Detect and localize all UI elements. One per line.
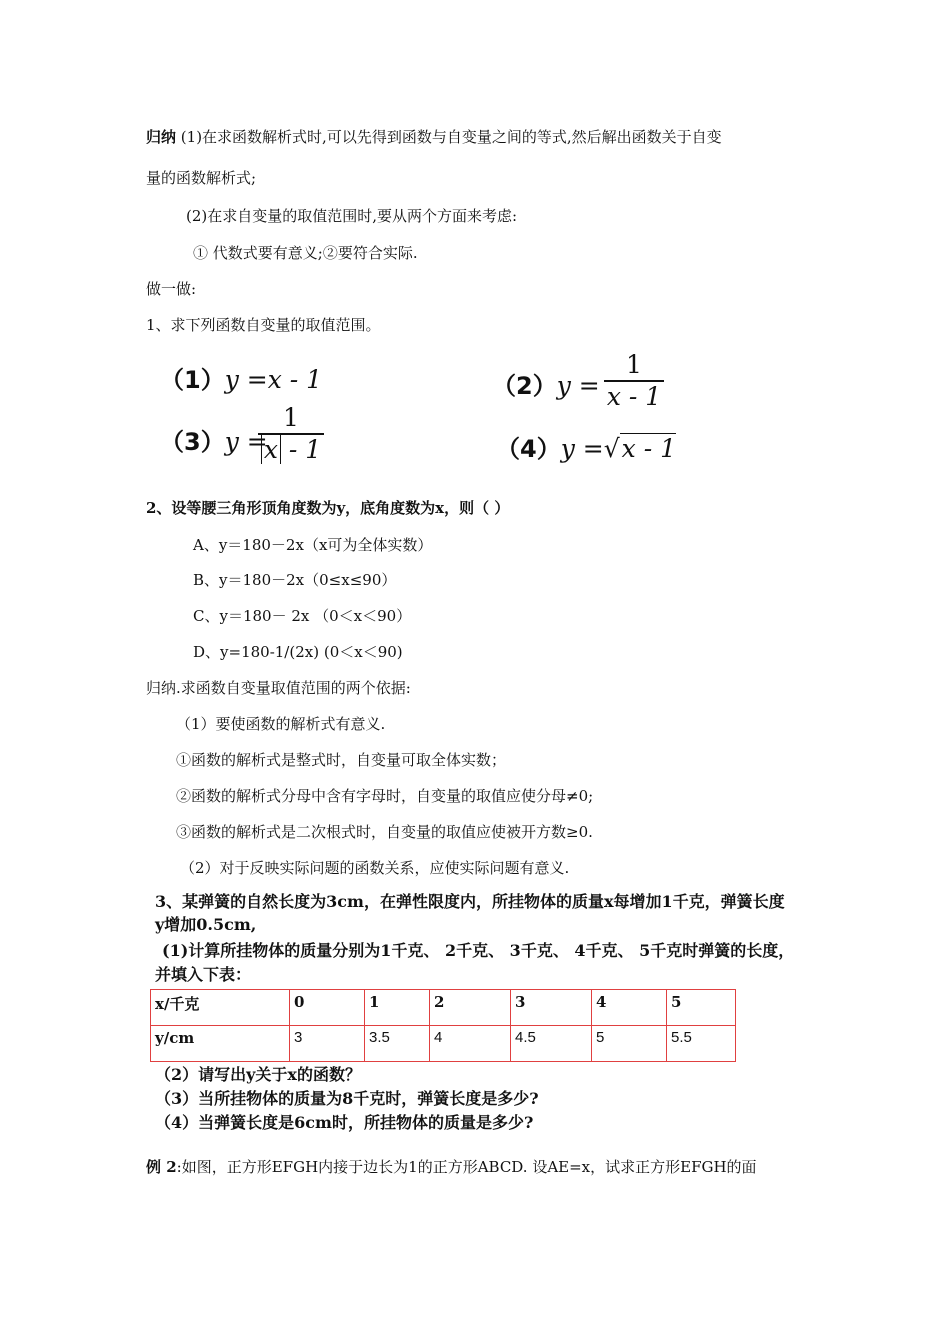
formula-2-eq: = <box>570 371 600 400</box>
option-c: C、y＝180－ 2x （0＜x＜90） <box>193 607 412 625</box>
formula-3-lhs <box>160 425 268 462</box>
table-header-x: x/千克 <box>151 990 290 1026</box>
summary2-item: ①函数的解析式是整式时，自变量可取全体实数； <box>176 751 507 769</box>
table-cell: 5 <box>592 1026 667 1062</box>
table-cell: 3 <box>290 1026 365 1062</box>
table-row <box>151 990 736 1026</box>
summary2-item: （1）要使函数的解析式有意义. <box>176 715 386 733</box>
problem3-question-3: （3）当所挂物体的质量为8千克时，弹簧长度是多少? <box>155 1089 539 1108</box>
problem3-line-1: 3、某弹簧的自然长度为3cm，在弹性限度内，所挂物体的质量x每增加1千克，弹簧长度 <box>155 892 785 911</box>
formula-4-y: y <box>560 434 575 463</box>
formula-1 <box>160 363 322 400</box>
table-cell: 5.5 <box>667 1026 736 1062</box>
formula-4-label: （4） <box>496 435 561 463</box>
summary2-item: （2）对于反映实际问题的函数关系，应使实际问题有意义. <box>180 859 570 877</box>
problem3-question-4: （4）当弹簧长度是6cm时，所挂物体的质量是多少? <box>155 1113 534 1132</box>
table-cell: 4 <box>592 990 667 1026</box>
formula-1-eq: = <box>238 365 268 394</box>
formula-2-lhs <box>492 369 600 406</box>
formula-2-fraction <box>604 350 664 412</box>
option-d: D、y=180-1/(2x) (0＜x＜90) <box>193 643 403 661</box>
table-cell: 4 <box>430 1026 511 1062</box>
option-a: A、y＝180－2x（x可为全体实数） <box>193 536 433 554</box>
problem3-line-2: y增加0.5cm, <box>155 915 257 934</box>
problem3-question-2: （2）请写出y关于x的函数？ <box>155 1065 361 1084</box>
example-2-text: :如图，正方形EFGH内接于边长为1的正方形ABCD. 设AE=x，试求正方形EFGH的面 <box>176 1158 757 1176</box>
question-2: 2、设等腰三角形顶角度数为y，底角度数为x，则（ ） <box>146 499 510 517</box>
summary2-item: ②函数的解析式分母中含有字母时，自变量的取值应使分母≠0; <box>176 787 594 805</box>
summary2-title: 归纳.求函数自变量取值范围的两个依据: <box>146 679 411 697</box>
summary-line-2: 量的函数解析式; <box>146 169 257 187</box>
formula-3-denominator <box>258 433 324 465</box>
problem3-line-4: 并填入下表： <box>155 965 252 984</box>
formula-3-abs-x: x <box>261 435 281 464</box>
formula-1-y: y <box>224 365 239 394</box>
table-cell: 1 <box>365 990 430 1026</box>
practice-heading: 做一做: <box>146 280 197 298</box>
table-cell: 5 <box>667 990 736 1026</box>
option-b: B、y＝180－2x（0≤x≤90） <box>193 571 397 589</box>
formula-3-fraction <box>258 403 324 465</box>
question-1: 1、求下列函数自变量的取值范围。 <box>146 316 381 334</box>
table-cell: 3.5 <box>365 1026 430 1062</box>
table-row <box>151 1026 736 1062</box>
table-cell: 4.5 <box>511 1026 592 1062</box>
formula-2-denominator: x - 1 <box>604 380 664 412</box>
formula-4 <box>496 432 676 469</box>
spring-table <box>150 989 736 1062</box>
formula-3-label: （3） <box>160 428 225 456</box>
formula-2-numerator: 1 <box>626 350 642 379</box>
formula-2-y: y <box>556 371 571 400</box>
sqrt-icon: √ <box>603 434 620 463</box>
formula-1-rhs: x - 1 <box>267 365 323 394</box>
summary-line-1 <box>146 127 722 147</box>
formula-3-y: y <box>224 427 239 456</box>
problem3-line-3: (1)计算所挂物体的质量分别为1千克、 2千克、 3千克、 4千克、 5千克时弹簧的长度， <box>162 941 795 960</box>
formula-3-eq: = <box>238 427 268 456</box>
summary-label: 归纳 <box>146 128 177 146</box>
summary2-item: ③函数的解析式是二次根式时，自变量的取值应使被开方数≥0. <box>176 823 593 841</box>
formula-3-numerator: 1 <box>283 403 299 432</box>
example-2-label: 例 2 <box>146 1158 177 1176</box>
table-cell: 0 <box>290 990 365 1026</box>
formula-2-label: （2） <box>492 372 557 400</box>
table-cell: 3 <box>511 990 592 1026</box>
summary-text-1: (1)在求函数解析式时,可以先得到函数与自变量之间的等式,然后解出函数关于自变 <box>180 128 722 146</box>
formula-1-label: （1） <box>160 366 225 394</box>
formula-4-radicand: x - 1 <box>621 434 677 463</box>
formula-3-tail: - 1 <box>280 435 322 464</box>
summary-line-4: ① 代数式要有意义;②要符合实际. <box>193 244 418 262</box>
table-header-y: y/cm <box>151 1026 290 1062</box>
summary-line-3: (2)在求自变量的取值范围时,要从两个方面来考虑: <box>186 207 518 225</box>
table-cell: 2 <box>430 990 511 1026</box>
example-2 <box>146 1157 757 1177</box>
formula-4-eq: = <box>574 434 604 463</box>
